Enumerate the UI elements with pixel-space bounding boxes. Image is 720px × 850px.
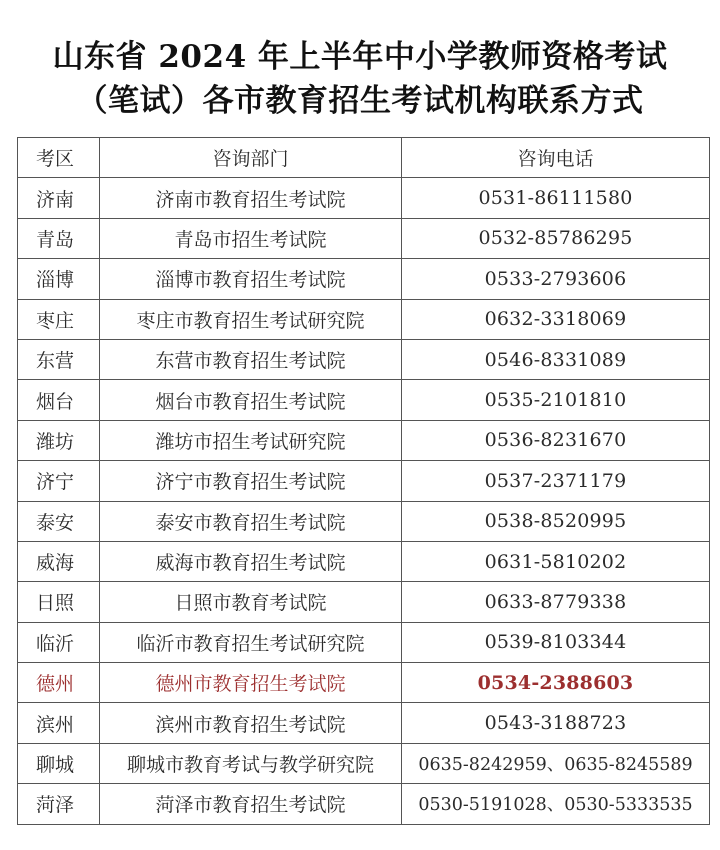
phone-cell: 0632-3318069: [402, 299, 710, 339]
department-cell: 日照市教育考试院: [100, 582, 402, 622]
region-cell: 淄博: [18, 259, 100, 299]
region-cell: 枣庄: [18, 299, 100, 339]
region-cell: 滨州: [18, 703, 100, 743]
department-cell: 德州市教育招生考试院: [100, 663, 402, 703]
table-row: [18, 339, 710, 379]
phone-cell: 0537-2371179: [402, 461, 710, 501]
region-cell: 德州: [18, 663, 100, 703]
region-cell: 聊城: [18, 743, 100, 783]
phone-cell: 0546-8331089: [402, 339, 710, 379]
title-line-2: （笔试）各市教育招生考试机构联系方式: [76, 82, 644, 119]
phone-cell: 0533-2793606: [402, 259, 710, 299]
department-cell: 东营市教育招生考试院: [100, 339, 402, 379]
table-row: [18, 703, 710, 743]
department-cell: 菏泽市教育招生考试院: [100, 784, 402, 824]
phone-cell: 0536-8231670: [402, 420, 710, 460]
table-row-highlighted: [18, 663, 710, 703]
region-cell: 菏泽: [18, 784, 100, 824]
department-cell: 淄博市教育招生考试院: [100, 259, 402, 299]
department-cell: 青岛市招生考试院: [100, 218, 402, 258]
phone-cell: 0531-86111580: [402, 178, 710, 218]
table-row: [18, 743, 710, 783]
department-cell: 临沂市教育招生考试研究院: [100, 622, 402, 662]
department-cell: 枣庄市教育招生考试研究院: [100, 299, 402, 339]
department-cell: 济南市教育招生考试院: [100, 178, 402, 218]
department-cell: 潍坊市招生考试研究院: [100, 420, 402, 460]
table-header-row: [18, 138, 710, 178]
header-region: 考区: [18, 138, 100, 178]
page-title: [0, 35, 720, 123]
table-row: [18, 622, 710, 662]
phone-cell: 0534-2388603: [402, 663, 710, 703]
phone-cell: 0538-8520995: [402, 501, 710, 541]
department-cell: 聊城市教育考试与教学研究院: [100, 743, 402, 783]
region-cell: 济南: [18, 178, 100, 218]
region-cell: 威海: [18, 541, 100, 581]
phone-cell: 0543-3188723: [402, 703, 710, 743]
table-row: [18, 784, 710, 824]
table-row: [18, 420, 710, 460]
phone-cell: 0530-5191028、0530-5333535: [402, 784, 710, 824]
region-cell: 青岛: [18, 218, 100, 258]
region-cell: 潍坊: [18, 420, 100, 460]
table-row: [18, 380, 710, 420]
table-row: [18, 178, 710, 218]
region-cell: 泰安: [18, 501, 100, 541]
phone-cell: 0532-85786295: [402, 218, 710, 258]
table-row: [18, 218, 710, 258]
header-phone: 咨询电话: [402, 138, 710, 178]
phone-cell: 0539-8103344: [402, 622, 710, 662]
department-cell: 烟台市教育招生考试院: [100, 380, 402, 420]
contacts-table: [17, 137, 710, 825]
title-line-1: 山东省 2024 年上半年中小学教师资格考试: [52, 38, 668, 75]
phone-cell: 0631-5810202: [402, 541, 710, 581]
department-cell: 威海市教育招生考试院: [100, 541, 402, 581]
department-cell: 泰安市教育招生考试院: [100, 501, 402, 541]
phone-cell: 0633-8779338: [402, 582, 710, 622]
table-row: [18, 582, 710, 622]
region-cell: 烟台: [18, 380, 100, 420]
header-department: 咨询部门: [100, 138, 402, 178]
table-row: [18, 541, 710, 581]
table-row: [18, 299, 710, 339]
phone-cell: 0535-2101810: [402, 380, 710, 420]
department-cell: 济宁市教育招生考试院: [100, 461, 402, 501]
department-cell: 滨州市教育招生考试院: [100, 703, 402, 743]
region-cell: 日照: [18, 582, 100, 622]
region-cell: 临沂: [18, 622, 100, 662]
phone-cell: 0635-8242959、0635-8245589: [402, 743, 710, 783]
table-row: [18, 461, 710, 501]
region-cell: 济宁: [18, 461, 100, 501]
table-row: [18, 501, 710, 541]
region-cell: 东营: [18, 339, 100, 379]
table-row: [18, 259, 710, 299]
